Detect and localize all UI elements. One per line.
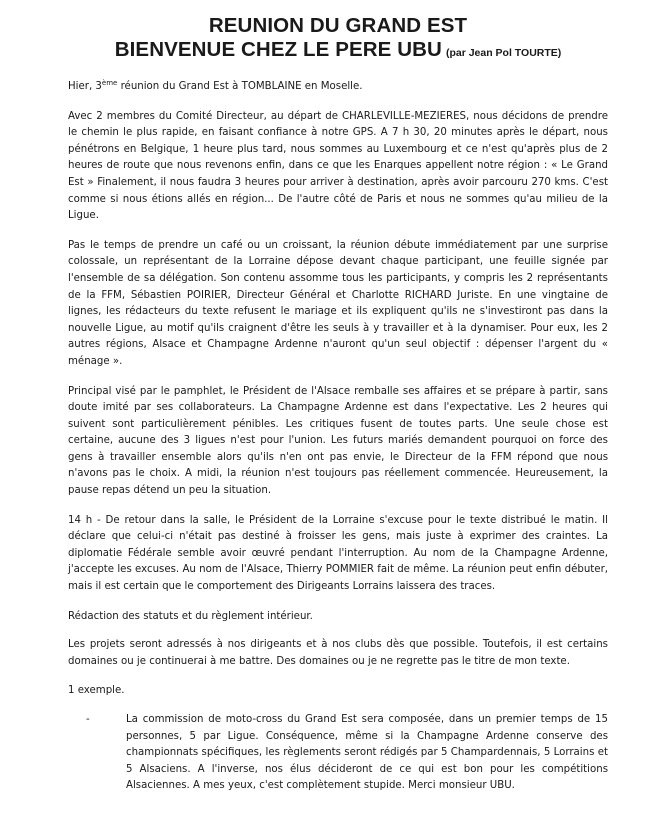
paragraph-example: 1 exemple. (68, 685, 125, 697)
list-item-text: La commission de moto-cross du Grand Est sera composée, dans un premier temps de 15 personnes, 5 par Ligue. Conséquence, même si la Champagne Ardenne conserve des championnats spécifiques, les règlements seront rédigés par 5 Champardennais, 5 Lorrains et 5 Alsaciens. A l'inverse, nos élus décideront de ce qui est bon pour les compétitions Alsaciennes. A mes yeux, c'est complètement stupide. Merci monsieur UBU. (126, 714, 608, 792)
paragraph-afternoon: 14 h - De retour dans la salle, le Président de la Lorraine s'excuse pour le texte distribué le matin. Il déclare que celui-ci n'était pas destiné à froisser les gens, mais juste à exprimer des craintes. La diplomatie Fédérale semble avoir œuvré pendant l'interruption. Au nom de la Champagne Ardenne, j'accepte les excuses. Au nom de l'Alsace, Thierry POMMIER fait de même. La réunion peut enfin débuter, mais il est certain que le comportement des Dirigeants Lorrains laissera des traces. (68, 514, 608, 593)
paragraph-reaction: Principal visé par le pamphlet, le Président de l'Alsace remballe ses affaires et se prépare à partir, sans doute imité par ses collaborateurs. La Champagne Ardenne est dans l'expectative. Les 2 heures qui suivent sont particulièrement pénibles. Les critiques fusent de toutes parts. Une seule chose est certaine, aucune des 3 ligues n'est pour l'union. Les futurs mariés demandent pourquoi on force des gens à travailler ensemble alors qu'ils n'en ont pas envie, le Directeur de la FFM répond que nous n'avons pas le choix. A midi, la réunion n'est toujours pas réellement commencée. Heureusement, la pause repas détend un peu la situation. (68, 385, 608, 497)
intro-text-end: réunion du Grand Est à TOMBLAINE en Moselle. (117, 81, 363, 92)
intro-text-start: Hier, 3 (68, 81, 102, 92)
document-subtitle (68, 38, 608, 65)
document-body (68, 79, 608, 795)
example-list (68, 712, 608, 795)
ordinal-superscript: ème (101, 79, 118, 87)
document-title: REUNION DU GRAND EST (208, 14, 468, 37)
paragraph-route: Avec 2 membres du Comité Directeur, au départ de CHARLEVILLE-MEZIERES, nous décidons de prendre le chemin le plus rapide, en faisant confiance à notre GPS. A 7 h 30, 20 minutes après le départ, nous pénétrons en Belgique, 1 heure plus tard, nous sommes au Luxembourg et ce n'est qu'après plus de 2 heures de route que nous revenons enfin, dans ce que les Enarques appellent notre région : « Le Grand Est » Finalement, il nous faudra 3 heures pour arriver à destination, après avoir parcouru 270 kms. C'est comme si nous étions allés en région... De l'autre côté de Paris et nous ne sommes qu'au milieu de la Ligue. (68, 110, 608, 222)
subtitle-text: BIENVENUE CHEZ LE PERE UBU (114, 38, 442, 61)
paragraph-projects: Les projets seront adressés à nos dirigeants et à nos clubs dès que possible. Toutefois, il est certains domaines ou je continuerai à me battre. Des domaines ou je ne regrette pas le titre de mon texte. (68, 639, 608, 667)
list-item (86, 712, 608, 795)
paragraph-statutes: Rédaction des statuts et du règlement intérieur. (68, 610, 313, 622)
intro-paragraph (68, 79, 608, 96)
author-byline: (par Jean Pol TOURTE) (445, 47, 562, 59)
paragraph-surprise: Pas le temps de prendre un café ou un croissant, la réunion débute immédiatement par une surprise colossale, un représentant de la Lorraine dépose devant chaque participant, une feuille signée par l'ensemble de sa délégation. Son contenu assomme tous les participants, y compris les 2 représentants de la FFM, Sébastien POIRIER, Directeur Général et Charlotte RICHARD Juriste. En une vingtaine de lignes, les rédacteurs du texte refusent le mariage et ils expliquent qu'ils ne s'investiront pas dans la nouvelle Ligue, au motif qu'ils craignent d'être les seuls à y travailler et à la dynamiser. Pour eux, les 2 autres régions, Alsace et Champagne Ardenne n'auront qu'un seul objectif : dépenser l'argent du « ménage ». (68, 239, 608, 367)
list-bullet: - (86, 714, 90, 725)
